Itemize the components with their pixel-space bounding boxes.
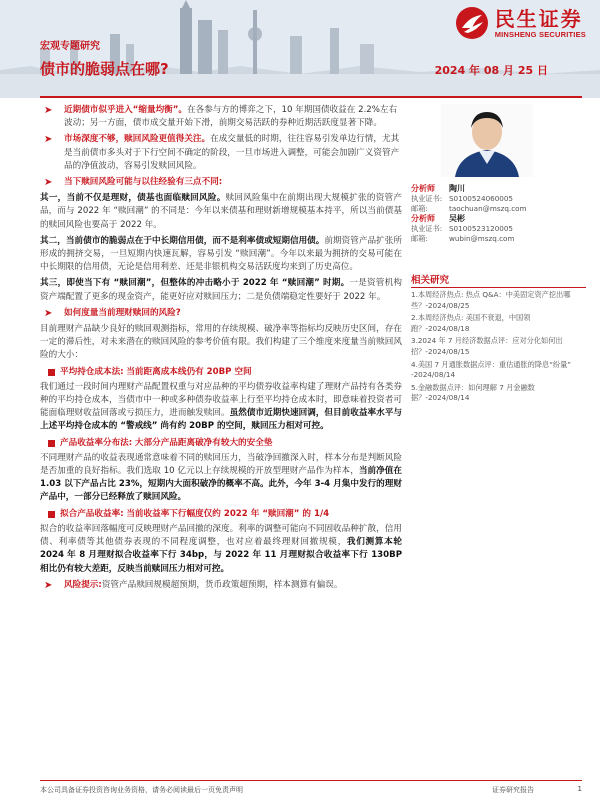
analyst-cert-row bbox=[411, 194, 586, 204]
report-series: 宏观专题研究 bbox=[40, 41, 100, 52]
method-paragraph bbox=[40, 523, 402, 576]
method-label: 产品收益率分布法: bbox=[60, 437, 133, 448]
related-item[interactable]: 4.美国 7 月通胀数据点评：重估通胀的降息“纷量” -2024/08/14 bbox=[411, 359, 572, 380]
point-paragraph bbox=[40, 277, 402, 303]
bullet-text: 在成交量低的时期，往往容易引发单边行情，尤其是当前债市多头对于下行空间不确定的阶段，一旦市场进入调整，可能会加剧广义资管产品的净值波动，容易引发赎回风险。 bbox=[64, 134, 400, 171]
analyst-email[interactable]: taochuan@mszq.com bbox=[449, 204, 527, 213]
page-number: 1 bbox=[577, 785, 582, 793]
bullet-lead: 市场深度不够，赎回风险更值得关注。 bbox=[64, 134, 211, 145]
method-heading bbox=[40, 437, 402, 450]
method-conclusion: 我们测算本轮 2024 年 8 月理财拟合收益率下行 34bp，与 2022 年 11 月理财拟合收益率下行 130BP 相比仍有较大差距，反映当前赎回压力相对可控。 bbox=[40, 537, 402, 574]
method-label: 平均持仓成本法: bbox=[60, 366, 124, 377]
point-lead: 其一，当前不仅是理财，债基也面临赎回风险。 bbox=[40, 193, 226, 204]
related-research-title: 相关研究 bbox=[411, 272, 586, 288]
title-divider bbox=[40, 96, 582, 98]
email-label: 邮箱: bbox=[411, 234, 428, 243]
related-item[interactable]: 5.金融数据点评：如何理解 7 月金融数据？-2024/08/14 bbox=[411, 382, 535, 403]
analyst-portrait-image bbox=[441, 104, 533, 177]
bullet-lead: 当下赎回风险可能与以往经验有三点不同: bbox=[64, 177, 223, 188]
method-label: 拟合产品收益率: bbox=[60, 508, 124, 519]
method-text: 不同理财产品的收益表现通常意味着不同的赎回压力，当破净回撤深入时，样本分布是判断风险是否加重的良好指标。我们选取 10 亿元以上存续规模的开放型理财产品作为样本， bbox=[40, 452, 402, 477]
summary-bullet bbox=[40, 104, 402, 130]
analyst-name-row bbox=[411, 214, 586, 224]
square-bullet-icon bbox=[48, 440, 55, 447]
summary-bullet bbox=[40, 307, 402, 320]
method-text: 我们通过一段时间内理财产品配置权重与对应品种的平均债券收益率构建了理财产品持有各类券种的平均持仓成本，当债市中一种或多种债券收益率上行至平均持仓成本时，即意味着投资者可能面临理财收益回落或亏损压力，进而触发赎回。 bbox=[40, 381, 402, 419]
point-paragraph bbox=[40, 235, 402, 275]
related-item[interactable]: 3.2024 年 7 月经济数据点评：应对分化如何出招？-2024/08/15 bbox=[411, 336, 563, 356]
method-title: 当前距离成本线仍有 20BP 空间 bbox=[126, 366, 252, 377]
analyst-photo bbox=[441, 104, 533, 177]
point-text: 赎回风险集中在前期出现大规模扩张的资管产品，而与 2022 年 “赎回潮” 的不同是：今年以来债基和理财新增规模基本持平，所以当前债基的赎回风险也要高于 2022 年。 bbox=[40, 193, 402, 230]
analyst-email-row bbox=[411, 204, 586, 214]
method-title: 大部分产品距离破净有较大的安全垫 bbox=[134, 437, 273, 448]
analyst-name: 吴彬 bbox=[449, 214, 465, 223]
bullet-text: 在各参与方的博弈之下，10 年期国债收益在 2.2%左右波动；另一方面，债市成交量开始下滑，前期交易活跃的券种近期活跃度显著下降。 bbox=[64, 105, 398, 129]
analyst-email[interactable]: wubin@mszq.com bbox=[449, 234, 515, 243]
method-intro: 目前理财产品缺少良好的赎回观测指标，常用的存续规模、破净率等指标均反映历史区间，存在一定的滞后性，对未来潜在的赎回风险的参考价值有限。我们构建了三个维度来度量当前赎回风险的大小： bbox=[40, 324, 402, 361]
disclaimer-note: 本公司具备证券投资咨询业务资格，请务必阅读最后一页免责声明 bbox=[40, 786, 243, 794]
analyst-role: 分析师 bbox=[411, 184, 435, 193]
analyst-name: 陶川 bbox=[449, 184, 465, 193]
related-item[interactable]: 1.本周经济热点: 热点 Q&A：中美固定资产挖出哪些？-2024/08/25 bbox=[411, 290, 571, 310]
method-heading bbox=[40, 508, 402, 521]
analyst-role: 分析师 bbox=[411, 214, 435, 223]
arrow-icon: ➤ bbox=[44, 307, 53, 319]
cert-number: S0100523120005 bbox=[449, 224, 514, 233]
point-paragraph bbox=[40, 192, 402, 232]
brand-logo bbox=[455, 6, 586, 40]
analyst-cert-row bbox=[411, 224, 586, 234]
arrow-icon: ➤ bbox=[44, 134, 53, 146]
summary-column bbox=[40, 104, 402, 595]
method-text: 拟合的收益率回落幅度可反映理财产品回撤的深度。利率的调整可能向不同固收品种扩散，信用债、利率债等其他债券表现的不同程度调整，也对应着最终理财回撤规模， bbox=[40, 523, 402, 548]
point-text: 一是资管机构资产端配置了更多的现金资产，能更好应对赎回压力；二是负债端稳定性要好于 2022 年。 bbox=[40, 278, 402, 302]
page-footer bbox=[40, 780, 582, 795]
bullet-lead: 如何度量当前理财赎回的风险? bbox=[64, 307, 181, 318]
square-bullet-icon bbox=[48, 369, 55, 376]
analyst-name-row bbox=[411, 184, 586, 194]
related-research-list bbox=[411, 290, 586, 406]
analyst-email-row bbox=[411, 234, 586, 244]
cert-number: S0100524060005 bbox=[449, 194, 514, 203]
report-title: 债市的脆弱点在哪? bbox=[40, 60, 169, 78]
brand-name-en: MINSHENG SECURITIES bbox=[494, 29, 586, 39]
arrow-icon: ➤ bbox=[44, 177, 53, 189]
related-item[interactable]: 2.本周经济热点: 美国不衰退，中国领跑？-2024/08/18 bbox=[411, 313, 531, 333]
risk-lead: 风险提示: bbox=[64, 579, 102, 590]
method-paragraph bbox=[40, 381, 402, 434]
risk-text: 资管产品赎回规模超预期，货币政策超预期，样本测算有偏误。 bbox=[101, 579, 343, 590]
report-date: 2024 年 08 月 25 日 bbox=[434, 64, 548, 77]
method-conclusion: 虽然债市近期快速回调，但目前收益率水平与上述平均持仓成本的 “警戒线” 尚有约 20BP 的空间，赎回压力相对可控。 bbox=[40, 408, 402, 432]
summary-bullet bbox=[40, 176, 402, 189]
cert-label: 执业证书: bbox=[411, 194, 443, 203]
minsheng-logo-icon bbox=[455, 6, 489, 40]
method-paragraph bbox=[40, 452, 402, 505]
risk-warning bbox=[40, 579, 402, 592]
point-text: 前期资管产品扩张所形成的拥挤交易，一旦短期内快速瓦解，容易引发 “赎回潮”。今年以来最为拥挤的交易可能在中长期限的信用债，无论是信用利差、还是非银机构交易活跃度均来到了历史高位。 bbox=[40, 235, 402, 273]
brand-name-cn: 民生证券 bbox=[494, 6, 583, 31]
analyst-block bbox=[411, 184, 586, 244]
method-heading bbox=[40, 366, 402, 379]
method-conclusion: 当前净值在 1.03 以下产品占比 23%，短期内大面积破净的概率不高。此外，今年 3-4 月集中发行的理财产品中，一部分已经释放了赎回风险。 bbox=[40, 466, 402, 503]
point-lead: 其二，当前债市的脆弱点在于中长期信用债，而不是利率债或短期信用债。 bbox=[40, 235, 325, 246]
point-lead: 其三，即使当下有 “赎回潮”，但整体的冲击略小于 2022 年 “赎回潮” 时期。 bbox=[40, 278, 350, 289]
summary-bullet bbox=[40, 133, 402, 173]
bullet-lead: 近期债市似乎进入“缩量均衡”。 bbox=[64, 105, 188, 115]
method-title: 当前收益率下行幅度仅约 2022 年 “赎回潮” 的 1/4 bbox=[126, 508, 330, 519]
arrow-icon: ➤ bbox=[44, 105, 53, 116]
header-banner bbox=[0, 0, 600, 98]
email-label: 邮箱: bbox=[411, 204, 428, 213]
arrow-icon: ➤ bbox=[44, 579, 53, 591]
cert-label: 执业证书: bbox=[411, 224, 443, 233]
square-bullet-icon bbox=[48, 511, 55, 518]
report-type: 证券研究报告 bbox=[492, 786, 534, 794]
